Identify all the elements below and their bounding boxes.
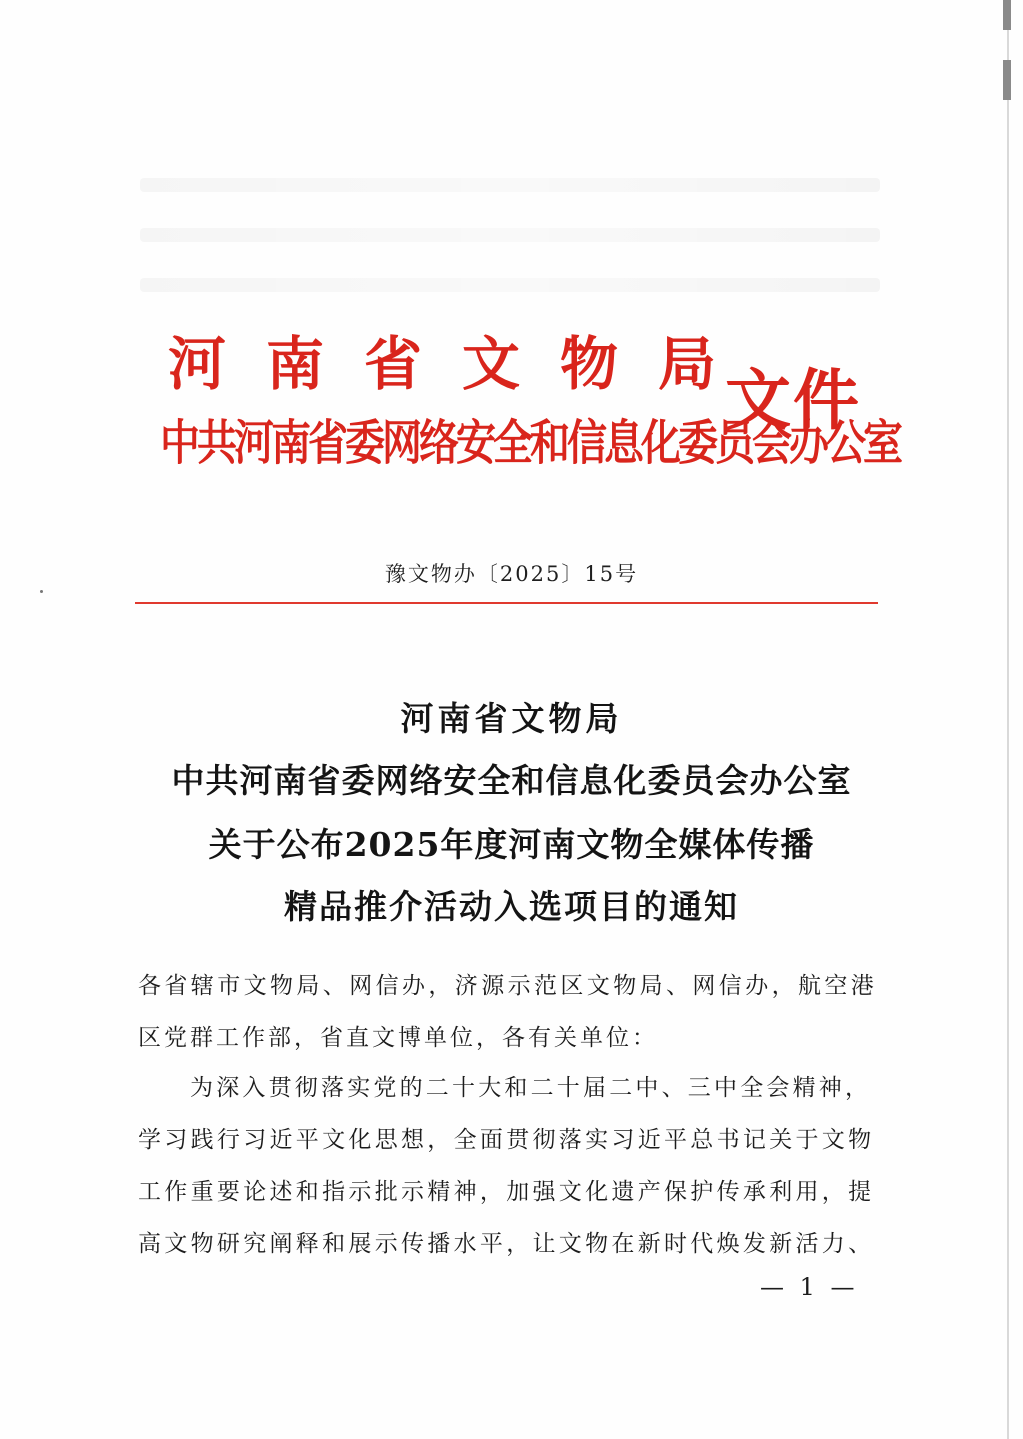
- body-line-2: 区党群工作部，省直文博单位，各有关单位：: [138, 1025, 658, 1051]
- scan-mark-top: [1003, 0, 1011, 30]
- show-through-shadow: [140, 228, 880, 242]
- red-divider-line: [135, 602, 878, 604]
- issuer-name-2: 中共河南省委网络安全和信息化委员会办公室: [160, 416, 900, 472]
- body-line-6: 高文物研究阐释和展示传播水平，让文物在新时代焕发新活力、: [138, 1231, 875, 1257]
- document-number: 豫文物办〔2025〕15号: [384, 562, 639, 586]
- document-suffix: 文件: [725, 361, 861, 439]
- show-through-shadow: [140, 278, 880, 292]
- page-number: — 1 —: [760, 1273, 859, 1301]
- title-line-2: 中共河南省委网络安全和信息化委员会办公室: [171, 761, 852, 800]
- show-through-shadow: [140, 178, 880, 192]
- scan-mark-upper: [1003, 60, 1011, 100]
- title-line-1: 河南省文物局: [400, 699, 623, 738]
- title-line-3: 关于公布2025年度河南文物全媒体传播: [208, 825, 815, 864]
- body-line-5: 工作重要论述和指示批示精神，加强文化遗产保护传承利用，提: [138, 1179, 875, 1205]
- scan-speck: [40, 590, 43, 593]
- title-line-4: 精品推介活动入选项目的通知: [284, 887, 739, 926]
- body-line-3: 为深入贯彻落实党的二十大和二十届二中、三中全会精神，: [190, 1075, 872, 1101]
- body-line-1: 各省辖市文物局、网信办，济源示范区文物局、网信办，航空港: [138, 973, 878, 999]
- body-line-4: 学习践行习近平文化思想，全面贯彻落实习近平总书记关于文物: [138, 1127, 875, 1153]
- issuer-name-1: 河南省文物局: [168, 330, 757, 398]
